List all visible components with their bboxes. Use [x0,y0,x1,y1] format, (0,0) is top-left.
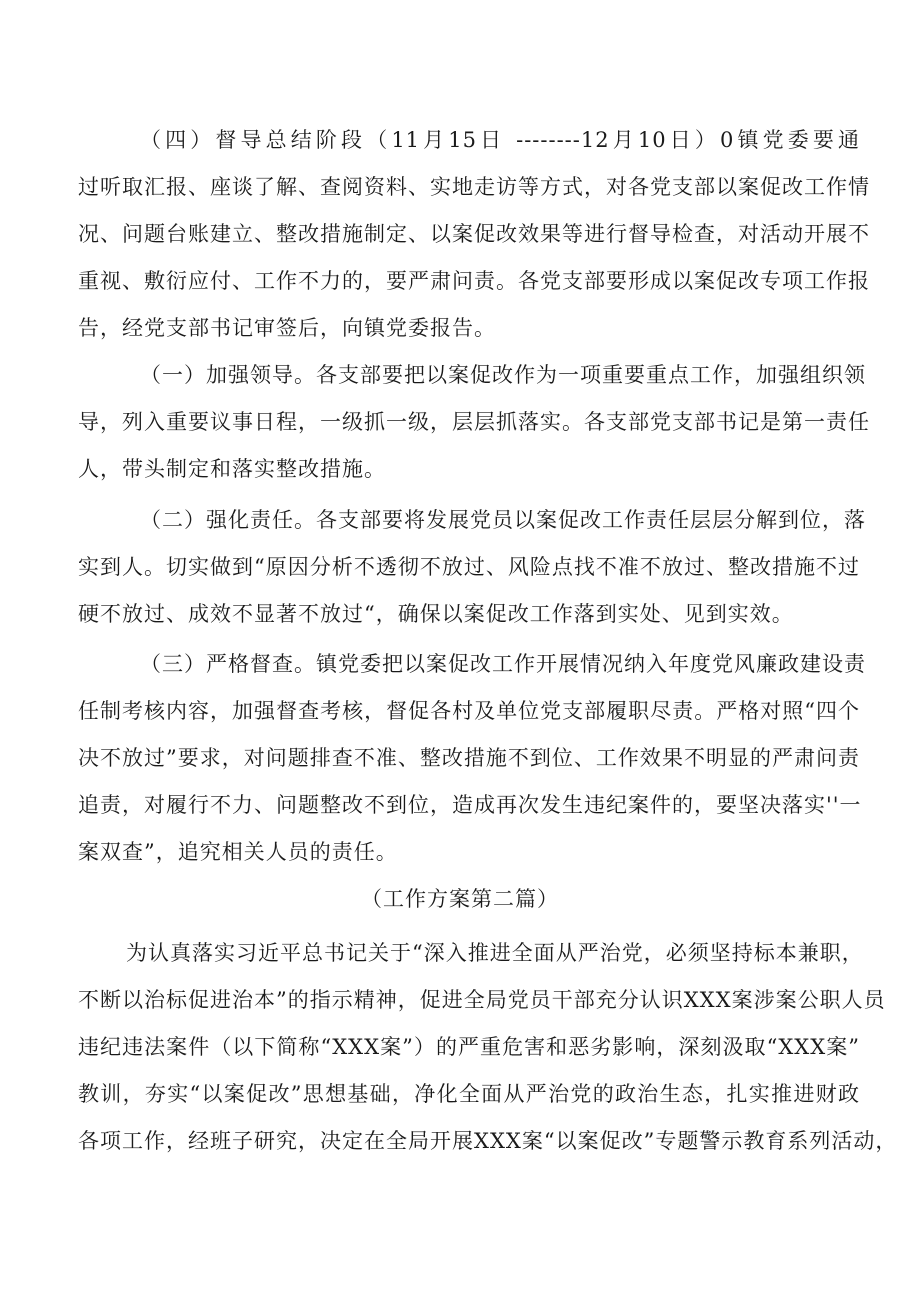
section-title: （工作方案第二篇） [361,887,559,911]
paragraph-inspection [78,641,866,876]
text-line: 任制考核内容，加强督查考核，督促各村及单位党支部履职尽责。严格对照“四个 [78,699,860,723]
text-line: 为认真落实习近平总书记关于“深入推进全面从严治党，必须坚持标本兼职， [126,941,864,965]
text-line: 追责，对履行不力、问题整改不到位，造成再次发生违纪案件的，要坚决落实''一 [78,793,862,817]
text-line: （二）强化责任。各支部要将发展党员以案促改工作责任层层分解到位，落 [140,508,866,532]
text-line: 决不放过”要求，对问题排查不准、整改措施不到位、工作效果不明显的严肃问责 [78,746,860,770]
text-line: 人，带头制定和落实整改措施。 [78,457,386,481]
text-line: 重视、敷衍应付、工作不力的，要严肃问责。各党支部要形成以案促改专项工作报 [78,269,870,293]
text-line: 各项工作，经班子研究，决定在全局开展XXX案“以案促改”专题警示教育系列活动， [78,1129,898,1153]
paragraph-supervision-stage [78,117,870,352]
text-line: 案双查”，追究相关人员的责任。 [78,840,398,864]
text-line: 违纪违法案件（以下简称“XXX案”）的严重危害和恶劣影响，深刻汲取“XXX案” [78,1035,860,1059]
paragraph-introduction [78,930,898,1165]
text-line: 教训，夯实“以案促改”思想基础，净化全面从严治党的政治生态，扎实推进财政 [78,1082,860,1106]
text-line: 硬不放过、成效不显著不放过“，确保以案促改工作落到实处、见到实效。 [78,602,794,626]
text-line: 况、问题台账建立、整改措施制定、以案促改效果等进行督导检查，对活动开展不 [78,222,870,246]
paragraph-responsibility [78,497,866,638]
text-line: （三）严格督查。镇党委把以案促改工作开展情况纳入年度党风廉政建设责 [140,652,866,676]
text-line: 过听取汇报、座谈了解、查阅资料、实地走访等方式，对各党支部以案促改工作情 [78,175,870,199]
text-line: （一）加强领导。各支部要把以案促改作为一项重要重点工作，加强组织领 [140,363,866,387]
text-line: 告，经党支部书记审签后，向镇党委报告。 [78,316,496,340]
text-line: 不断以治标促进治本”的指示精神，促进全局党员干部充分认识XXX案涉案公职人员 [78,988,886,1012]
paragraph-leadership [78,352,870,493]
text-line: 实到人。切实做到“原因分析不透彻不放过、风险点找不准不放过、整改措施不过 [78,555,860,579]
text-line: （四）督导总结阶段（11月15日 --------12月10日）0镇党委要通 [140,128,860,152]
text-line: 导，列入重要议事日程，一级抓一级，层层抓落实。各支部党支部书记是第一责任 [78,410,870,434]
